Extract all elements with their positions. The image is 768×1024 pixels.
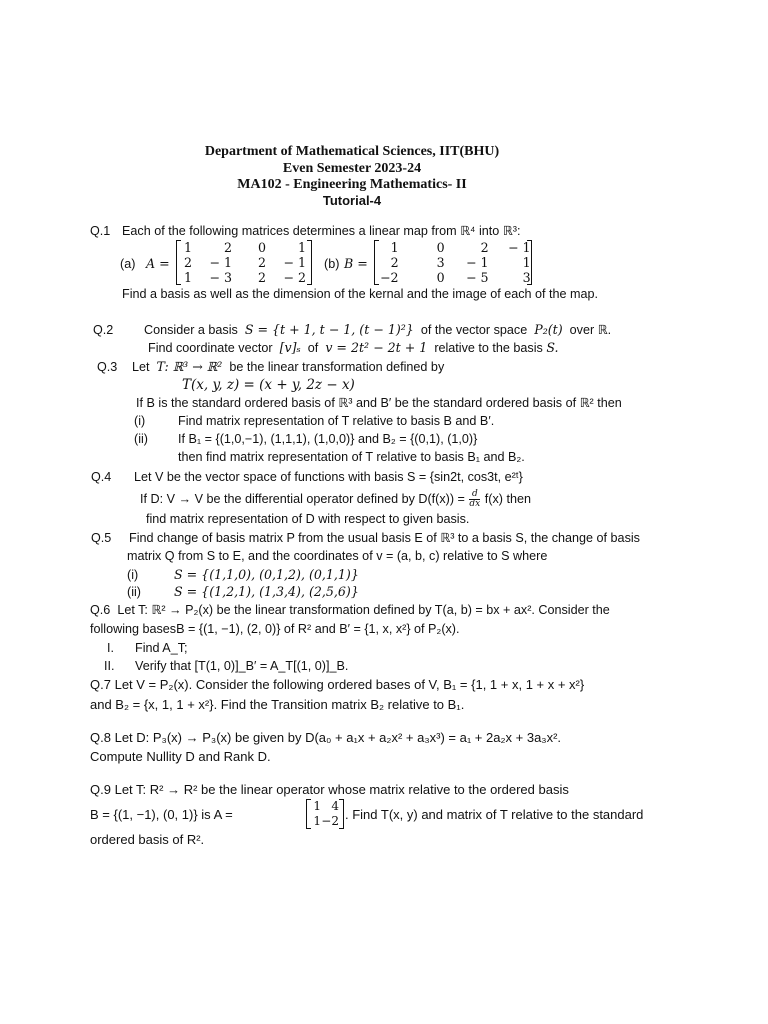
q8-line2: Compute Nullity D and Rank D. [90, 749, 271, 764]
matrix-q9-table [311, 799, 339, 829]
matrix-b-cell: − 5 [466, 270, 489, 285]
q5-ii-label: (ii) [127, 585, 141, 599]
q2-basis-s: S = {t + 1, t − 1, (t − 1)²} [244, 322, 414, 337]
q4-line2-text-a: If D: V → V be the differential operator defined by D(f(x)) = [140, 491, 465, 506]
matrix-q9-row [311, 799, 339, 814]
q7-line1 [90, 677, 584, 693]
matrix-b-cell: 2 [390, 255, 399, 270]
q2-line2-text-c: relative to the basis [434, 341, 543, 355]
course-title: MA102 - Engineering Mathematics- II [237, 177, 467, 192]
matrix-a-cell: 0 [257, 240, 266, 255]
q3-line3: If B is the standard ordered basis of ℝ³ and B′ be the standard ordered basis of ℝ² then [136, 396, 622, 410]
q4-line2-text-b: f(x) then [484, 491, 531, 506]
q8-line1 [90, 730, 561, 746]
q6-ii-label: II. [104, 659, 115, 673]
q2-line2-text-b: of [307, 341, 319, 355]
q5-line2: matrix Q from S to E, and the coordinates of v = (a, b, c) relative to S where [127, 549, 548, 563]
q9-line2-a: B = {(1, −1), (0, 1)} is A = [90, 807, 233, 822]
tutorial-title: Tutorial-4 [322, 193, 382, 208]
q1-intro: Each of the following matrices determines a linear map from ℝ⁴ into ℝ³: [122, 224, 521, 238]
matrix-a-cell: 2 [257, 255, 266, 270]
q3-i-text: Find matrix representation of T relative to basis B and B′. [178, 414, 495, 428]
q6-i-text: Find A_T; [135, 641, 188, 655]
q9-line1 [90, 782, 569, 798]
matrix-a-cell: 2 [257, 270, 266, 285]
q1-task: Find a basis as well as the dimension of the kernal and the image of each of the map. [122, 287, 599, 301]
q6-line2: following basesB = {(1, −1), (2, 0)} of R² and B′ = {1, x, x²} of P₂(x). [90, 622, 460, 636]
q7-line2: and B₂ = {x, 1, 1 + x²}. Find the Transition matrix B₂ relative to B₁. [90, 697, 465, 712]
matrix-b-cell: 1 [522, 255, 531, 270]
q2-vector-v: v = 2t² − 2t + 1 [325, 340, 428, 355]
matrix-a-cell: − 2 [283, 270, 306, 285]
matrix-q9-cell: 1 [313, 814, 321, 828]
q3-line1 [132, 359, 444, 375]
q2-line2 [148, 340, 559, 356]
q5-ii-text: S = {(1,2,1), (1,3,4), (2,5,6)} [174, 584, 359, 599]
q2-coord-vector: [v]ₛ [279, 340, 301, 355]
matrix-a-cell: − 1 [283, 255, 306, 270]
q4-derivative-fraction [469, 490, 480, 509]
matrix-b-cell: 0 [436, 270, 445, 285]
matrix-b-row [380, 240, 531, 255]
matrix-a-cell: − 1 [209, 255, 232, 270]
q3-i-label: (i) [134, 414, 146, 428]
q6-line1 [90, 602, 610, 618]
q3-line1-text-b: be the linear transformation defined by [229, 360, 445, 374]
matrix-b-cell: − 1 [466, 255, 489, 270]
q1a-label: (a) [120, 257, 136, 271]
q1-label: Q.1 [90, 224, 111, 238]
q2-line2-text-a: Find coordinate vector [148, 341, 273, 355]
matrix-b-cell: 1 [390, 240, 399, 255]
matrix-q9-cell: 1 [313, 799, 321, 813]
matrix-b-cell: −2 [380, 270, 399, 285]
matrix-a-cell: 2 [223, 240, 232, 255]
q9-line2-b: . Find T(x, y) and matrix of T relative to the standard [345, 807, 644, 822]
q2-label: Q.2 [93, 323, 114, 337]
q3-ii-text2: then find matrix representation of T relative to basis B₁ and B₂. [178, 450, 525, 464]
q3-line1-text-a: Let [132, 360, 150, 374]
matrix-b-row [380, 270, 531, 285]
matrix-a-cell: − 3 [209, 270, 232, 285]
q4-line2 [140, 490, 531, 509]
matrix-a-row [182, 255, 306, 270]
q2-space-p2t: P₂(t) [534, 322, 563, 337]
q5-label: Q.5 [91, 531, 112, 545]
q1b-matrix-name: B = [344, 256, 368, 271]
q6-line1-text: Let T: ℝ² → P₂(x) be the linear transformation defined by T(a, b) = bx + ax². Consider the [117, 603, 610, 617]
q1b-label: (b) [324, 257, 340, 271]
q3-map-t: T: ℝ³ → ℝ² [156, 359, 223, 374]
matrix-a-cell: 2 [183, 255, 192, 270]
q3-formula: T(x, y, z) = (x + y, 2z − x) [182, 377, 355, 393]
q4-frac-den: dx [469, 499, 481, 509]
matrix-a [176, 240, 312, 285]
q7-line1-text: Let V = P₂(x). Consider the following ordered bases of V, B₁ = {1, 1 + x, 1 + x + x²} [114, 677, 585, 692]
q4-line1: Let V be the vector space of functions with basis S = {sin2t, cos3t, e²ᵗ} [134, 470, 523, 484]
q8-label: Q.8 [90, 730, 111, 745]
matrix-a-row [182, 270, 306, 285]
matrix-q9 [306, 799, 344, 829]
q2-line1 [144, 322, 611, 338]
matrix-q9-cell: 4 [331, 799, 339, 813]
matrix-q9-cell: −2 [321, 814, 339, 828]
q5-i-text: S = {(1,1,0), (0,1,2), (0,1,1)} [174, 567, 359, 582]
q2-line1-text-c: over ℝ. [569, 323, 612, 337]
matrix-b-table [380, 240, 531, 285]
q2-basis-ref: S. [546, 340, 559, 355]
q1a-matrix-name: A = [146, 256, 170, 271]
matrix-a-table [182, 240, 306, 285]
q6-i-label: I. [107, 641, 114, 655]
q9-label: Q.9 [90, 782, 111, 797]
q4-frac-num: d [469, 490, 480, 500]
q3-ii-label: (ii) [134, 432, 148, 446]
matrix-b-cell: 3 [436, 255, 445, 270]
q3-ii-text: If B₁ = {(1,0,−1), (1,1,1), (1,0,0)} and B₂ = {(0,1), (1,0)} [178, 432, 478, 446]
q2-line1-text-a: Consider a basis [144, 323, 238, 337]
matrix-b-cell: − 1 [508, 240, 531, 255]
q3-label: Q.3 [97, 360, 118, 374]
q2-line1-text-b: of the vector space [420, 323, 528, 337]
q4-label: Q.4 [91, 470, 112, 484]
department-title: Department of Mathematical Sciences, IIT(BHU) [204, 144, 500, 159]
q4-line3: find matrix representation of D with respect to given basis. [146, 512, 470, 526]
q9-line3: ordered basis of R². [90, 832, 205, 847]
matrix-b-row [380, 255, 531, 270]
matrix-a-row [182, 240, 306, 255]
matrix-a-cell: 1 [183, 240, 192, 255]
q8-line1-text: Let D: P₃(x) → P₃(x) be given by D(a₀ + a₁x + a₂x² + a₃x³) = a₁ + 2a₂x + 3a₃x². [114, 730, 562, 745]
q5-line1: Find change of basis matrix P from the usual basis E of ℝ³ to a basis S, the change of basis [129, 531, 640, 545]
q5-i-label: (i) [127, 568, 139, 582]
q7-label: Q.7 [90, 677, 111, 692]
matrix-a-cell: 1 [297, 240, 306, 255]
matrix-q9-row [311, 814, 339, 829]
matrix-a-cell: 1 [183, 270, 192, 285]
matrix-b [374, 240, 532, 285]
q9-line1-text: Let T: R² → R² be the linear operator whose matrix relative to the ordered basis [114, 782, 569, 797]
q6-label: Q.6 [90, 603, 111, 617]
semester-title: Even Semester 2023-24 [282, 161, 422, 176]
matrix-b-cell: 2 [480, 240, 489, 255]
q6-ii-text: Verify that [T(1, 0)]_B′ = A_T[(1, 0)]_B. [135, 659, 349, 673]
matrix-b-cell: 3 [522, 270, 531, 285]
matrix-b-cell: 0 [436, 240, 445, 255]
